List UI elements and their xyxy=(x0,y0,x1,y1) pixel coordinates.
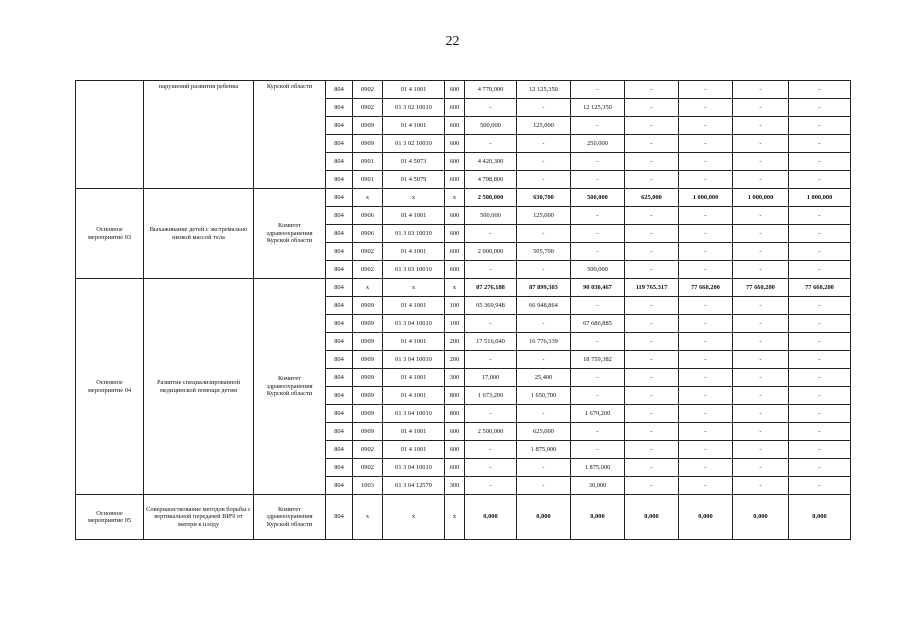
expense-type-cell: 300 xyxy=(445,477,465,495)
section-cell: 0902 xyxy=(353,261,383,279)
expense-type-cell: 600 xyxy=(445,153,465,171)
year4-value-cell: - xyxy=(625,477,679,495)
year4-value-cell: - xyxy=(625,153,679,171)
year7-value-cell: 1 000,000 xyxy=(789,189,851,207)
target-article-cell: x xyxy=(383,279,445,297)
expense-type-cell: 600 xyxy=(445,261,465,279)
grbs-cell: 804 xyxy=(326,369,353,387)
year7-value-cell: - xyxy=(789,243,851,261)
year4-value-cell: - xyxy=(625,387,679,405)
year2-value-cell: 630,700 xyxy=(517,189,571,207)
target-article-cell: 01 3 04 10010 xyxy=(383,405,445,423)
year2-value-cell: 25,400 xyxy=(517,369,571,387)
year1-value-cell: 2 500,000 xyxy=(465,189,517,207)
expense-type-cell: 600 xyxy=(445,135,465,153)
budget-table-body xyxy=(76,81,851,540)
expense-type-cell: 100 xyxy=(445,315,465,333)
year6-value-cell: - xyxy=(733,207,789,225)
year7-value-cell: - xyxy=(789,333,851,351)
section-cell: 0906 xyxy=(353,207,383,225)
year5-value-cell: 0,000 xyxy=(679,495,733,540)
year7-value-cell: - xyxy=(789,117,851,135)
expense-type-cell: 200 xyxy=(445,351,465,369)
year6-value-cell: - xyxy=(733,423,789,441)
year7-value-cell: - xyxy=(789,369,851,387)
budget-table xyxy=(75,80,851,540)
year1-value-cell: 500,000 xyxy=(465,207,517,225)
section-cell: 0906 xyxy=(353,225,383,243)
year4-value-cell: - xyxy=(625,351,679,369)
year3-value-cell: 0,000 xyxy=(571,495,625,540)
grbs-cell: 804 xyxy=(326,261,353,279)
year2-value-cell: - xyxy=(517,315,571,333)
year3-value-cell: 500,000 xyxy=(571,189,625,207)
year4-value-cell: - xyxy=(625,459,679,477)
year4-value-cell: - xyxy=(625,117,679,135)
expense-type-cell: 200 xyxy=(445,333,465,351)
year7-value-cell: - xyxy=(789,225,851,243)
year6-value-cell: - xyxy=(733,351,789,369)
year5-value-cell: - xyxy=(679,171,733,189)
target-article-cell: 01 3 04 10010 xyxy=(383,351,445,369)
section-cell: x xyxy=(353,279,383,297)
year3-value-cell: 30,000 xyxy=(571,477,625,495)
table-row xyxy=(76,279,851,297)
expense-type-cell: 600 xyxy=(445,81,465,99)
year6-value-cell: - xyxy=(733,153,789,171)
year6-value-cell: - xyxy=(733,99,789,117)
target-article-cell: 01 4 1001 xyxy=(383,423,445,441)
year7-value-cell: - xyxy=(789,81,851,99)
year6-value-cell: 0,000 xyxy=(733,495,789,540)
expense-type-cell: 600 xyxy=(445,225,465,243)
year4-value-cell: - xyxy=(625,405,679,423)
year3-value-cell: - xyxy=(571,423,625,441)
year7-value-cell: - xyxy=(789,153,851,171)
target-article-cell: 01 3 02 10010 xyxy=(383,99,445,117)
page-number: 22 xyxy=(445,34,460,49)
grbs-cell: 804 xyxy=(326,477,353,495)
year7-value-cell: - xyxy=(789,315,851,333)
year1-value-cell: 4 420,300 xyxy=(465,153,517,171)
grbs-cell: 804 xyxy=(326,243,353,261)
target-article-cell: 01 3 03 10010 xyxy=(383,261,445,279)
year2-value-cell: 66 948,864 xyxy=(517,297,571,315)
year3-value-cell: - xyxy=(571,81,625,99)
year5-value-cell: - xyxy=(679,405,733,423)
year5-value-cell: - xyxy=(679,459,733,477)
section-cell: 0902 xyxy=(353,99,383,117)
year1-value-cell: - xyxy=(465,99,517,117)
executor-cell: Курской области xyxy=(254,81,326,189)
expense-type-cell: 600 xyxy=(445,441,465,459)
year5-value-cell: - xyxy=(679,117,733,135)
target-article-cell: 01 4 1001 xyxy=(383,81,445,99)
expense-type-cell: 600 xyxy=(445,423,465,441)
year2-value-cell: 87 899,303 xyxy=(517,279,571,297)
year2-value-cell: 125,000 xyxy=(517,207,571,225)
executor-cell: Комитет здравоохранения Курской области xyxy=(254,189,326,279)
year5-value-cell: - xyxy=(679,81,733,99)
expense-type-cell: x xyxy=(445,279,465,297)
year6-value-cell: 77 660,200 xyxy=(733,279,789,297)
year6-value-cell: - xyxy=(733,297,789,315)
year6-value-cell: - xyxy=(733,225,789,243)
event-title-cell: нарушений развития ребенка xyxy=(144,81,254,189)
year2-value-cell: 625,000 xyxy=(517,423,571,441)
grbs-cell: 804 xyxy=(326,99,353,117)
year2-value-cell: 16 776,339 xyxy=(517,333,571,351)
grbs-cell: 804 xyxy=(326,135,353,153)
year6-value-cell: - xyxy=(733,369,789,387)
year4-value-cell: - xyxy=(625,207,679,225)
year3-value-cell: 67 686,885 xyxy=(571,315,625,333)
year3-value-cell: - xyxy=(571,333,625,351)
year5-value-cell: - xyxy=(679,369,733,387)
year5-value-cell: - xyxy=(679,477,733,495)
year4-value-cell: - xyxy=(625,171,679,189)
year5-value-cell: - xyxy=(679,423,733,441)
target-article-cell: 01 3 04 10010 xyxy=(383,459,445,477)
grbs-cell: 804 xyxy=(326,225,353,243)
section-cell: 1003 xyxy=(353,477,383,495)
expense-type-cell: 600 xyxy=(445,243,465,261)
year7-value-cell: - xyxy=(789,351,851,369)
table-row xyxy=(76,81,851,99)
year3-value-cell: 1 875,000 xyxy=(571,459,625,477)
year4-value-cell: - xyxy=(625,225,679,243)
section-cell: 0909 xyxy=(353,369,383,387)
year7-value-cell: - xyxy=(789,441,851,459)
year4-value-cell: 625,000 xyxy=(625,189,679,207)
section-cell: 0909 xyxy=(353,297,383,315)
target-article-cell: 01 3 02 10010 xyxy=(383,135,445,153)
year6-value-cell: - xyxy=(733,441,789,459)
section-cell: x xyxy=(353,495,383,540)
target-article-cell: 01 4 1001 xyxy=(383,333,445,351)
year3-value-cell: 250,000 xyxy=(571,135,625,153)
year7-value-cell: - xyxy=(789,423,851,441)
year6-value-cell: - xyxy=(733,405,789,423)
year6-value-cell: - xyxy=(733,135,789,153)
year1-value-cell: 17 516,040 xyxy=(465,333,517,351)
section-cell: 0901 xyxy=(353,153,383,171)
year2-value-cell: 505,700 xyxy=(517,243,571,261)
year3-value-cell: - xyxy=(571,207,625,225)
year7-value-cell: 0,000 xyxy=(789,495,851,540)
grbs-cell: 804 xyxy=(326,189,353,207)
year6-value-cell: - xyxy=(733,171,789,189)
section-cell: 0902 xyxy=(353,459,383,477)
grbs-cell: 804 xyxy=(326,423,353,441)
event-title-cell: Развитие специализированной медицинской помощи детям xyxy=(144,279,254,495)
grbs-cell: 804 xyxy=(326,495,353,540)
year7-value-cell: - xyxy=(789,171,851,189)
year5-value-cell: 1 000,000 xyxy=(679,189,733,207)
year1-value-cell: - xyxy=(465,441,517,459)
section-cell: 0909 xyxy=(353,117,383,135)
year4-value-cell: 119 765,317 xyxy=(625,279,679,297)
year2-value-cell: - xyxy=(517,459,571,477)
expense-type-cell: 800 xyxy=(445,405,465,423)
year3-value-cell: - xyxy=(571,243,625,261)
expense-type-cell: 300 xyxy=(445,369,465,387)
table-row xyxy=(76,189,851,207)
expense-type-cell: 800 xyxy=(445,387,465,405)
year5-value-cell: - xyxy=(679,333,733,351)
year4-value-cell: - xyxy=(625,261,679,279)
year4-value-cell: - xyxy=(625,99,679,117)
year5-value-cell: - xyxy=(679,315,733,333)
year2-value-cell: 12 125,350 xyxy=(517,81,571,99)
event-title-cell: Выхаживание детей с экстремально низкой массой тела xyxy=(144,189,254,279)
year7-value-cell: - xyxy=(789,387,851,405)
grbs-cell: 804 xyxy=(326,387,353,405)
year3-value-cell: - xyxy=(571,117,625,135)
year5-value-cell: - xyxy=(679,135,733,153)
target-article-cell: x xyxy=(383,495,445,540)
section-cell: 0909 xyxy=(353,423,383,441)
year2-value-cell: - xyxy=(517,171,571,189)
year4-value-cell: - xyxy=(625,333,679,351)
year7-value-cell: - xyxy=(789,207,851,225)
year1-value-cell: 17,000 xyxy=(465,369,517,387)
year4-value-cell: 0,000 xyxy=(625,495,679,540)
year5-value-cell: - xyxy=(679,225,733,243)
grbs-cell: 804 xyxy=(326,153,353,171)
target-article-cell: 01 4 1001 xyxy=(383,243,445,261)
target-article-cell: 01 4 1001 xyxy=(383,387,445,405)
year1-value-cell: - xyxy=(465,135,517,153)
section-cell: x xyxy=(353,189,383,207)
grbs-cell: 804 xyxy=(326,81,353,99)
year1-value-cell: - xyxy=(465,225,517,243)
year4-value-cell: - xyxy=(625,423,679,441)
section-cell: 0902 xyxy=(353,81,383,99)
year3-value-cell: - xyxy=(571,297,625,315)
section-cell: 0902 xyxy=(353,441,383,459)
year6-value-cell: - xyxy=(733,243,789,261)
year5-value-cell: - xyxy=(679,297,733,315)
year5-value-cell: - xyxy=(679,153,733,171)
target-article-cell: 01 4 1001 xyxy=(383,297,445,315)
target-article-cell: 01 4 1001 xyxy=(383,207,445,225)
year2-value-cell: - xyxy=(517,405,571,423)
grbs-cell: 804 xyxy=(326,279,353,297)
grbs-cell: 804 xyxy=(326,405,353,423)
expense-type-cell: 600 xyxy=(445,459,465,477)
target-article-cell: 01 3 04 10010 xyxy=(383,315,445,333)
event-name-cell: Основное мероприятие 05 xyxy=(76,495,144,540)
year6-value-cell: - xyxy=(733,387,789,405)
year4-value-cell: - xyxy=(625,369,679,387)
year7-value-cell: - xyxy=(789,99,851,117)
year1-value-cell: 0,000 xyxy=(465,495,517,540)
expense-type-cell: 600 xyxy=(445,117,465,135)
year2-value-cell: 1 650,700 xyxy=(517,387,571,405)
grbs-cell: 804 xyxy=(326,351,353,369)
year1-value-cell: 4 770,000 xyxy=(465,81,517,99)
expense-type-cell: 600 xyxy=(445,99,465,117)
event-name-cell xyxy=(76,81,144,189)
year4-value-cell: - xyxy=(625,243,679,261)
section-cell: 0909 xyxy=(353,387,383,405)
section-cell: 0909 xyxy=(353,351,383,369)
year1-value-cell: 2 000,000 xyxy=(465,243,517,261)
year3-value-cell: 12 125,350 xyxy=(571,99,625,117)
year5-value-cell: - xyxy=(679,99,733,117)
grbs-cell: 804 xyxy=(326,171,353,189)
section-cell: 0909 xyxy=(353,333,383,351)
year1-value-cell: 65 369,948 xyxy=(465,297,517,315)
year2-value-cell: 0,000 xyxy=(517,495,571,540)
executor-cell: Комитет здравоохранения Курской области xyxy=(254,495,326,540)
year3-value-cell: - xyxy=(571,171,625,189)
target-article-cell: 01 4 1001 xyxy=(383,441,445,459)
expense-type-cell: x xyxy=(445,189,465,207)
year1-value-cell: - xyxy=(465,351,517,369)
grbs-cell: 804 xyxy=(326,459,353,477)
year1-value-cell: 1 673,200 xyxy=(465,387,517,405)
year1-value-cell: 2 500,000 xyxy=(465,423,517,441)
year5-value-cell: - xyxy=(679,261,733,279)
year7-value-cell: - xyxy=(789,477,851,495)
year5-value-cell: - xyxy=(679,351,733,369)
year7-value-cell: - xyxy=(789,261,851,279)
year5-value-cell: - xyxy=(679,207,733,225)
event-name-cell: Основное мероприятие 03 xyxy=(76,189,144,279)
year3-value-cell: - xyxy=(571,225,625,243)
year2-value-cell: - xyxy=(517,99,571,117)
year3-value-cell: 500,000 xyxy=(571,261,625,279)
year2-value-cell: 125,000 xyxy=(517,117,571,135)
year3-value-cell: - xyxy=(571,369,625,387)
year1-value-cell: - xyxy=(465,315,517,333)
expense-type-cell: 600 xyxy=(445,171,465,189)
section-cell: 0902 xyxy=(353,243,383,261)
year6-value-cell: - xyxy=(733,333,789,351)
year5-value-cell: - xyxy=(679,441,733,459)
year4-value-cell: - xyxy=(625,135,679,153)
year2-value-cell: - xyxy=(517,135,571,153)
year3-value-cell: - xyxy=(571,387,625,405)
target-article-cell: 01 4 5079 xyxy=(383,171,445,189)
year1-value-cell: - xyxy=(465,405,517,423)
year2-value-cell: - xyxy=(517,225,571,243)
year3-value-cell: 1 679,200 xyxy=(571,405,625,423)
year6-value-cell: - xyxy=(733,459,789,477)
year7-value-cell: - xyxy=(789,135,851,153)
year5-value-cell: - xyxy=(679,387,733,405)
target-article-cell: 01 4 1001 xyxy=(383,369,445,387)
table-row xyxy=(76,495,851,540)
grbs-cell: 804 xyxy=(326,117,353,135)
year1-value-cell: 87 276,188 xyxy=(465,279,517,297)
year3-value-cell: 90 030,467 xyxy=(571,279,625,297)
year4-value-cell: - xyxy=(625,297,679,315)
year2-value-cell: - xyxy=(517,153,571,171)
year5-value-cell: - xyxy=(679,243,733,261)
year2-value-cell: - xyxy=(517,477,571,495)
target-article-cell: 01 3 04 12570 xyxy=(383,477,445,495)
year6-value-cell: - xyxy=(733,81,789,99)
year6-value-cell: 1 000,000 xyxy=(733,189,789,207)
section-cell: 0909 xyxy=(353,315,383,333)
grbs-cell: 804 xyxy=(326,297,353,315)
year7-value-cell: 77 660,200 xyxy=(789,279,851,297)
target-article-cell: x xyxy=(383,189,445,207)
target-article-cell: 01 3 03 10010 xyxy=(383,225,445,243)
target-article-cell: 01 4 5073 xyxy=(383,153,445,171)
year6-value-cell: - xyxy=(733,477,789,495)
grbs-cell: 804 xyxy=(326,207,353,225)
grbs-cell: 804 xyxy=(326,315,353,333)
year6-value-cell: - xyxy=(733,315,789,333)
year7-value-cell: - xyxy=(789,405,851,423)
year3-value-cell: 18 759,382 xyxy=(571,351,625,369)
year1-value-cell: - xyxy=(465,477,517,495)
expense-type-cell: 600 xyxy=(445,207,465,225)
expense-type-cell: 100 xyxy=(445,297,465,315)
year2-value-cell: - xyxy=(517,351,571,369)
year2-value-cell: - xyxy=(517,261,571,279)
year7-value-cell: - xyxy=(789,459,851,477)
year6-value-cell: - xyxy=(733,117,789,135)
executor-cell: Комитет здравоохранения Курской области xyxy=(254,279,326,495)
year1-value-cell: 4 798,800 xyxy=(465,171,517,189)
expense-type-cell: x xyxy=(445,495,465,540)
year3-value-cell: - xyxy=(571,153,625,171)
year5-value-cell: 77 660,200 xyxy=(679,279,733,297)
section-cell: 0909 xyxy=(353,135,383,153)
year2-value-cell: 1 875,000 xyxy=(517,441,571,459)
target-article-cell: 01 4 1001 xyxy=(383,117,445,135)
year4-value-cell: - xyxy=(625,81,679,99)
year4-value-cell: - xyxy=(625,315,679,333)
year1-value-cell: - xyxy=(465,459,517,477)
grbs-cell: 804 xyxy=(326,441,353,459)
event-name-cell: Основное мероприятие 04 xyxy=(76,279,144,495)
section-cell: 0909 xyxy=(353,405,383,423)
year4-value-cell: - xyxy=(625,441,679,459)
section-cell: 0901 xyxy=(353,171,383,189)
event-title-cell: Совершенствование методов борьбы с вертикальной передачей ВИЧ от матери к плоду xyxy=(144,495,254,540)
year6-value-cell: - xyxy=(733,261,789,279)
year7-value-cell: - xyxy=(789,297,851,315)
year1-value-cell: 500,000 xyxy=(465,117,517,135)
grbs-cell: 804 xyxy=(326,333,353,351)
year3-value-cell: - xyxy=(571,441,625,459)
year1-value-cell: - xyxy=(465,261,517,279)
